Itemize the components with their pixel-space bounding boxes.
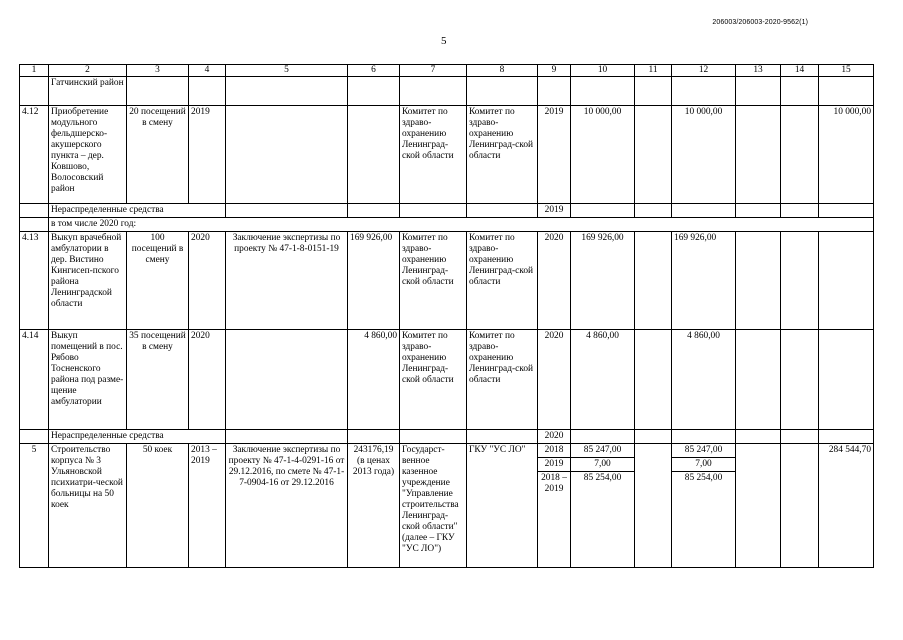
total-amount: 85 247,00: [571, 444, 635, 458]
row-number: 5: [20, 444, 49, 568]
table-row-unallocated-2019: [20, 204, 874, 218]
fin-year: 2019: [538, 458, 571, 472]
years: 2013 – 2019: [189, 444, 226, 568]
capacity: 35 посещений в смену: [127, 330, 189, 430]
table-row-4-12: [20, 106, 874, 204]
investment-table: [19, 64, 874, 568]
page-number: 5: [441, 35, 447, 47]
fin-year: 2020: [538, 330, 571, 430]
customer: Государст-венное казенное учреждение "Управление строительства Ленинград-ской области" (далее – ГКУ "УС ЛО"): [400, 444, 467, 568]
col-13: [736, 106, 781, 204]
developer: Комитет по здраво-охранению Ленинград-ской области: [467, 232, 538, 330]
expertise: Заключение экспертизы по проекту № 47-1-4-0291-16 от 29.12.2016, по смете № 47-1-7-0904-16 от 29.12.2016: [226, 444, 348, 568]
object-name: Строительство корпуса № 3 Ульяновской психиатри-ческой больницы на 50 коек: [49, 444, 127, 568]
fin-year: 2019: [538, 106, 571, 204]
col-header: 10: [571, 65, 635, 77]
col-header: 5: [226, 65, 348, 77]
col-14: [781, 106, 819, 204]
col-12-amount: 7,00: [672, 458, 736, 472]
capacity: 50 коек: [127, 444, 189, 568]
total-amount: 85 254,00: [571, 472, 635, 568]
col-header: 1: [20, 65, 49, 77]
object-name: Приобретение модульного фельдшерско-акушерского пункта – дер. Ковшово, Волосовский район: [49, 106, 127, 204]
row-number: 4.12: [20, 106, 49, 204]
col-header: 15: [819, 65, 874, 77]
total-amount: 7,00: [571, 458, 635, 472]
table-row-4-14: [20, 330, 874, 430]
table-row-4-13: [20, 232, 874, 330]
table-row-gatchina: [20, 77, 874, 106]
including-2020-label: в том числе 2020 год:: [49, 218, 874, 232]
capacity: 20 посещений в смену: [127, 106, 189, 204]
col-header: 13: [736, 65, 781, 77]
column-number-row: [20, 65, 874, 77]
capacity: 100 посещений в смену: [127, 232, 189, 330]
col-header: 8: [467, 65, 538, 77]
fin-year: 2018: [538, 444, 571, 458]
col-header: 14: [781, 65, 819, 77]
row-number: 4.14: [20, 330, 49, 430]
total-amount: 10 000,00: [571, 106, 635, 204]
table-row-5-a: [20, 444, 874, 458]
col-header: 4: [189, 65, 226, 77]
col-11: [635, 106, 672, 204]
years: 2019: [189, 106, 226, 204]
estimated-cost: 169 926,00: [348, 232, 400, 330]
col-12-amount: 169 926,00: [672, 232, 736, 330]
estimated-cost: 4 860,00: [348, 330, 400, 430]
developer: ГКУ "УС ЛО": [467, 444, 538, 568]
col-12-amount: 4 860,00: [672, 330, 736, 430]
col-15-amount: 284 544,70: [819, 444, 874, 568]
unallocated-year: 2020: [538, 430, 571, 444]
col-header: 11: [635, 65, 672, 77]
expertise: [226, 106, 348, 204]
unallocated-label: Нераспределенные средства: [49, 430, 226, 444]
object-name: Выкуп помещений в пос. Рябово Тосненского района под разме-щение амбулатории: [49, 330, 127, 430]
col-header: 12: [672, 65, 736, 77]
col-header: 6: [348, 65, 400, 77]
fin-year: 2018 – 2019: [538, 472, 571, 568]
total-amount: 4 860,00: [571, 330, 635, 430]
fin-year: 2020: [538, 232, 571, 330]
col-header: 7: [400, 65, 467, 77]
document-id: 206003/206003-2020-9562(1): [712, 19, 808, 26]
customer: Комитет по здраво-охранению Ленинград-ской области: [400, 106, 467, 204]
col-12-amount: 85 254,00: [672, 472, 736, 568]
col-header: 3: [127, 65, 189, 77]
unallocated-year: 2019: [538, 204, 571, 218]
col-12-amount: 85 247,00: [672, 444, 736, 458]
col-header: 9: [538, 65, 571, 77]
developer: Комитет по здраво-охранению Ленинград-ской области: [467, 330, 538, 430]
years: 2020: [189, 232, 226, 330]
col-15-amount: 10 000,00: [819, 106, 874, 204]
district-name: Гатчинский район: [49, 77, 127, 106]
expertise: Заключение экспертизы по проекту № 47-1-8-0151-19: [226, 232, 348, 330]
col-12-amount: 10 000,00: [672, 106, 736, 204]
estimated-cost: 243176,19 (в ценах 2013 года): [348, 444, 400, 568]
years: 2020: [189, 330, 226, 430]
estimated-cost: [348, 106, 400, 204]
table-row-unallocated-2020: [20, 430, 874, 444]
row-number: 4.13: [20, 232, 49, 330]
table-row-including-2020: [20, 218, 874, 232]
total-amount: 169 926,00: [571, 232, 635, 330]
col-header: 2: [49, 65, 127, 77]
object-name: Выкуп врачебной амбулатории в дер. Вистино Кингисеп-пского района Ленинградской области: [49, 232, 127, 330]
customer: Комитет по здраво-охранению Ленинград-ской области: [400, 232, 467, 330]
customer: Комитет по здраво-охранению Ленинград-ской области: [400, 330, 467, 430]
developer: Комитет по здраво-охранению Ленинград-ской области: [467, 106, 538, 204]
unallocated-label: Нераспределенные средства: [49, 204, 226, 218]
expertise: [226, 330, 348, 430]
